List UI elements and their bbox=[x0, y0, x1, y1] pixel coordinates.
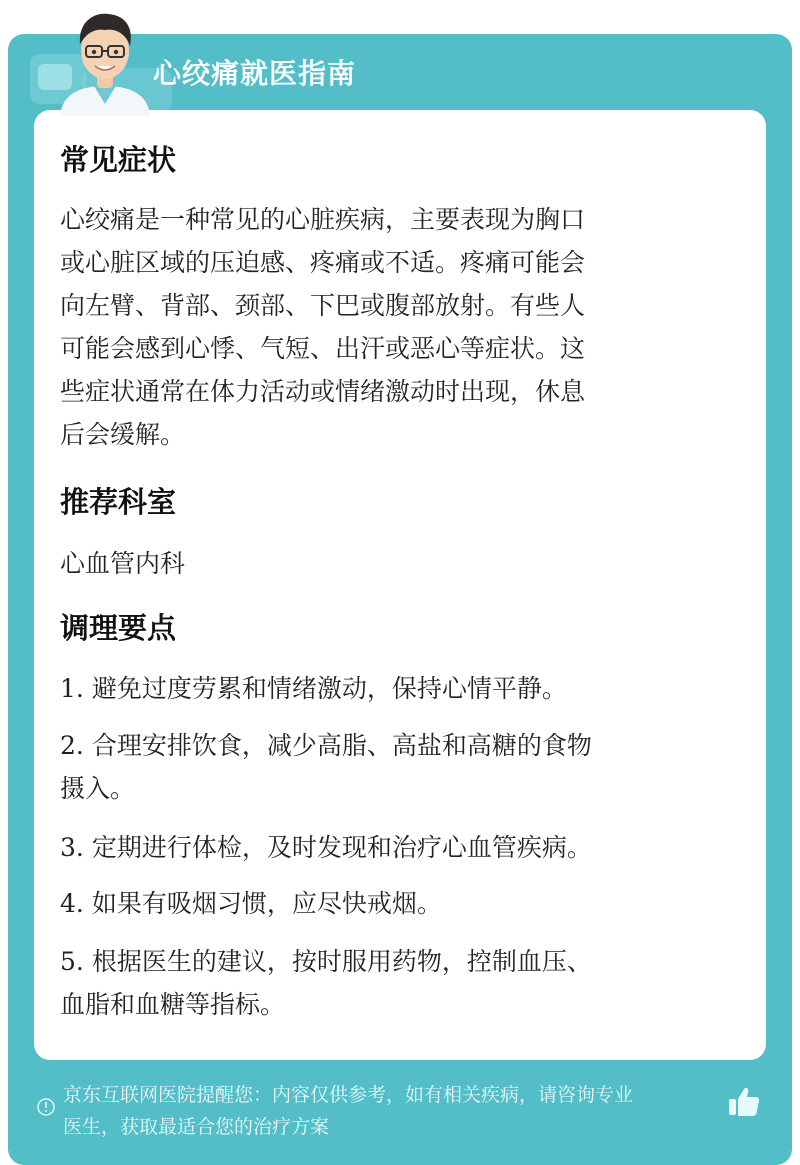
tip-text: 如果有吸烟习惯，应尽快戒烟。 bbox=[91, 889, 442, 918]
care-tip bbox=[60, 882, 740, 925]
department-value: 心血管内科 bbox=[60, 549, 186, 578]
thumbs-up-icon[interactable] bbox=[726, 1084, 762, 1120]
care-tip bbox=[60, 826, 740, 869]
info-icon bbox=[36, 1097, 56, 1117]
care-tip-continuation: 血脂和血糖等指标。 bbox=[60, 990, 286, 1019]
tip-text: 避免过度劳累和情绪激动，保持心情平静。 bbox=[91, 674, 567, 703]
section-heading-department: 推荐科室 bbox=[60, 485, 177, 519]
disclaimer-line: 京东互联网医院提醒您：内容仅供参考，如有相关疾病，请咨询专业 bbox=[63, 1084, 634, 1106]
care-tip bbox=[60, 724, 740, 767]
guide-card bbox=[8, 34, 792, 1165]
tip-text: 合理安排饮食，减少高脂、高盐和高糖的食物 bbox=[91, 731, 592, 760]
tip-text: 定期进行体检，及时发现和治疗心血管疾病。 bbox=[91, 833, 592, 862]
disclaimer bbox=[63, 1079, 733, 1143]
tip-number: 4. bbox=[60, 889, 84, 918]
doctor-avatar bbox=[50, 6, 160, 116]
content-panel bbox=[34, 110, 766, 1060]
tip-text: 根据医生的建议，按时服用药物，控制血压、 bbox=[91, 947, 592, 976]
care-tip bbox=[60, 667, 740, 710]
symptoms-line: 向左臂、背部、颈部、下巴或腹部放射。有些人 bbox=[60, 291, 586, 320]
tip-number: 2. bbox=[60, 731, 84, 760]
symptoms-line: 可能会感到心悸、气短、出汗或恶心等症状。这 bbox=[60, 334, 586, 363]
tip-number: 1. bbox=[60, 674, 84, 703]
disclaimer-line: 医生，获取最适合您的治疗方案 bbox=[63, 1116, 330, 1138]
tip-number: 5. bbox=[60, 947, 84, 976]
care-tip bbox=[60, 940, 740, 983]
care-tip-continuation: 摄入。 bbox=[60, 774, 136, 803]
section-heading-symptoms: 常见症状 bbox=[60, 143, 177, 177]
symptoms-line: 心绞痛是一种常见的心脏疾病，主要表现为胸口 bbox=[60, 205, 586, 234]
tip-number: 3. bbox=[60, 833, 84, 862]
symptoms-line: 后会缓解。 bbox=[60, 420, 186, 449]
symptoms-line: 或心脏区域的压迫感、疼痛或不适。疼痛可能会 bbox=[60, 248, 586, 277]
section-heading-care: 调理要点 bbox=[60, 611, 177, 645]
page-title: 心绞痛就医指南 bbox=[153, 57, 357, 90]
symptoms-line: 些症状通常在体力活动或情绪激动时出现，休息 bbox=[60, 377, 586, 406]
